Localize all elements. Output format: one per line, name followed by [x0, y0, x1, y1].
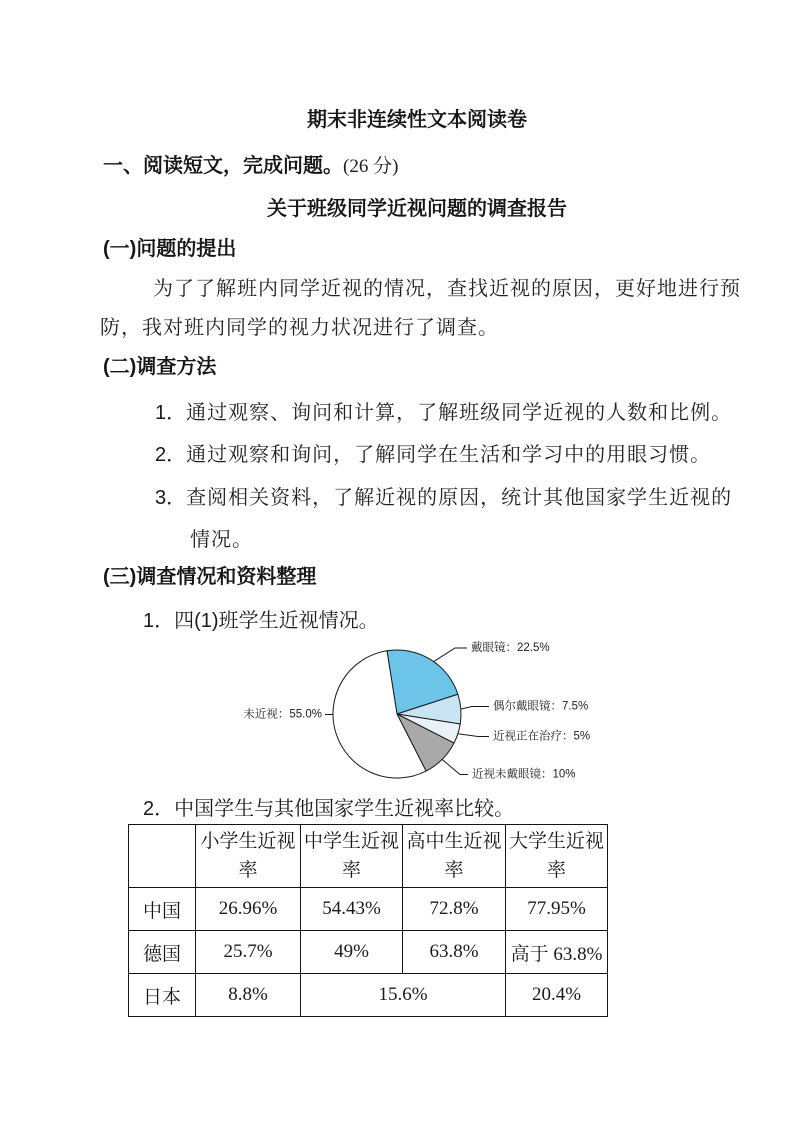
header-cell-university: 大学生近视率	[506, 825, 608, 888]
germany-high-rate: 63.8%	[403, 931, 506, 974]
japan-primary-rate: 8.8%	[196, 974, 301, 1017]
table-header-row	[129, 825, 608, 888]
method-item-1-text: 通过观察、询问和计算，了解班级同学近视的人数和比例。	[186, 402, 733, 424]
page-title: 期末非连续性文本阅读卷	[307, 109, 527, 131]
japan-university-rate: 20.4%	[506, 974, 608, 1017]
pie-label-not-myopic: 未近视：55.0%	[243, 708, 322, 721]
section-one-score: (26 分)	[343, 156, 399, 177]
method-item-2-number: 2．	[155, 444, 187, 466]
table-row-japan	[129, 974, 608, 1017]
germany-primary-rate: 25.7%	[196, 931, 301, 974]
method-item-3-number: 3．	[155, 487, 187, 509]
germany-university-rate: 高于 63.8%	[506, 931, 608, 974]
subsection-2-text: 中国学生与其他国家学生近视率比较。	[174, 798, 515, 820]
header-cell-high: 高中生近视率	[403, 825, 506, 888]
report-title: 关于班级同学近视问题的调查报告	[267, 198, 567, 220]
part1-paragraph-line1: 为了了解班内同学近视的情况，查找近视的原因，更好地进行预	[153, 278, 741, 300]
method-item-1-number: 1．	[155, 402, 187, 424]
callout-line-glasses	[434, 648, 467, 662]
pie-slices	[333, 650, 461, 778]
callout-line-occasional-glasses	[461, 707, 489, 710]
section-one-heading: 一、阅读短文，完成问题。	[103, 155, 343, 177]
china-middle-rate: 54.43%	[301, 888, 403, 931]
method-item-3-text: 查阅相关资料，了解近视的原因，统计其他国家学生近视的	[186, 487, 733, 509]
row-label-china: 中国	[129, 888, 196, 931]
subsection-1-text: 四(1)班学生近视情况。	[174, 610, 379, 632]
subsection-2-title	[143, 792, 514, 821]
pie-label-occasional-glasses: 偶尔戴眼镜：7.5%	[493, 700, 589, 713]
callout-line-myopic-no-glasses	[442, 759, 468, 774]
pie-label-myopic-no-glasses: 近视未戴眼镜：10%	[472, 768, 576, 781]
method-item-2-text: 通过观察和询问，了解同学在生活和学习中的用眼习惯。	[186, 444, 712, 466]
china-primary-rate: 26.96%	[196, 888, 301, 931]
pie-label-under-treatment: 近视正在治疗：5%	[493, 730, 591, 743]
part1-paragraph-line2: 防，我对班内同学的视力状况进行了调查。	[100, 317, 499, 339]
method-item-2	[155, 438, 711, 467]
germany-middle-rate: 49%	[301, 931, 403, 974]
subsection-1-number: 1．	[143, 610, 175, 632]
subsection-2-number: 2．	[143, 798, 175, 820]
method-item-3	[155, 481, 732, 510]
table-row-germany	[129, 931, 608, 974]
myopia-pie-chart	[230, 633, 660, 795]
header-cell-empty	[129, 825, 196, 888]
pie-label-glasses: 戴眼镜：22.5%	[471, 642, 550, 655]
method-item-3-wrap: 情况。	[190, 529, 253, 551]
header-cell-middle: 中学生近视率	[301, 825, 403, 888]
table-row-china	[129, 888, 608, 931]
china-high-rate: 72.8%	[403, 888, 506, 931]
part2-heading: (二)调查方法	[103, 356, 217, 378]
row-label-germany: 德国	[129, 931, 196, 974]
header-cell-primary: 小学生近视率	[196, 825, 301, 888]
method-item-1	[155, 396, 732, 425]
japan-middle-high-rate: 15.6%	[301, 974, 506, 1017]
part3-heading: (三)调查情况和资料整理	[103, 566, 317, 588]
part1-heading: (一)问题的提出	[103, 238, 237, 260]
callout-line-under-treatment	[458, 734, 489, 737]
subsection-1-title	[143, 604, 379, 633]
myopia-comparison-table	[128, 824, 608, 1017]
row-label-japan: 日本	[129, 974, 196, 1017]
section-one-line	[103, 149, 398, 178]
china-university-rate: 77.95%	[506, 888, 608, 931]
